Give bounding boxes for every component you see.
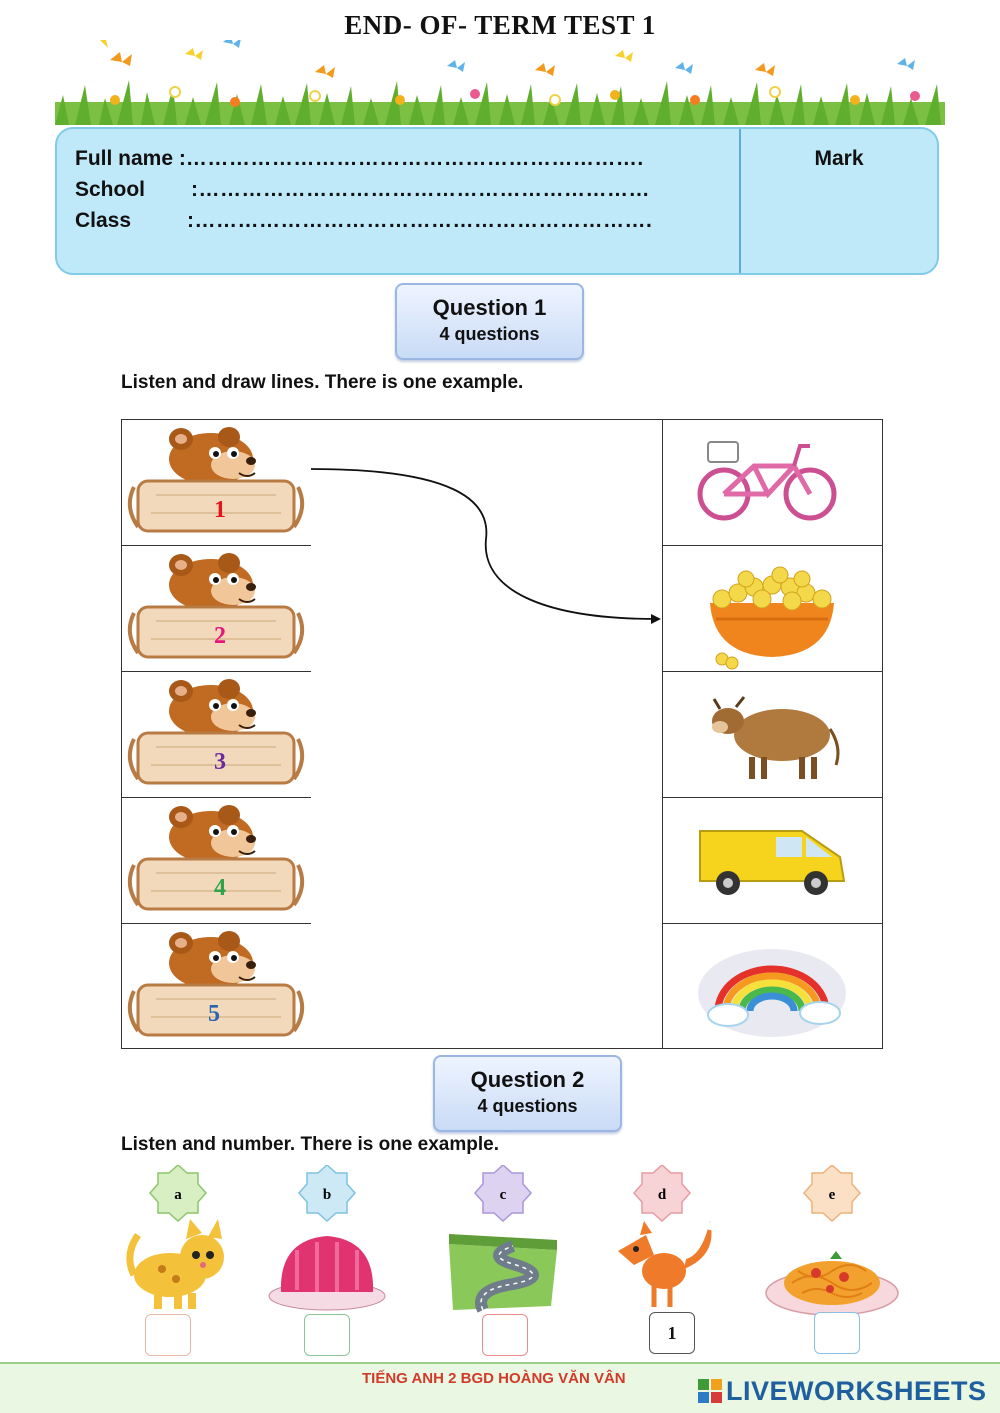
answer-box-e[interactable] bbox=[814, 1312, 860, 1354]
grass-banner bbox=[55, 40, 945, 125]
answer-box-c[interactable] bbox=[482, 1314, 528, 1356]
question2-badge bbox=[433, 1055, 622, 1132]
cat-icon bbox=[130, 1219, 224, 1309]
class-label: Class bbox=[75, 209, 132, 232]
footer-text: TIẾNG ANH 2 BGD HOÀNG VĂN VÂN bbox=[362, 1370, 626, 1387]
question1-title: Question 1 bbox=[432, 295, 547, 320]
example-line bbox=[311, 469, 657, 619]
item-letter-c: c bbox=[499, 1187, 507, 1203]
example-arrowhead bbox=[651, 614, 661, 624]
popcorn-icon bbox=[710, 567, 834, 669]
mark-label: Mark bbox=[814, 147, 864, 170]
answer-box-d[interactable]: 1 bbox=[649, 1312, 695, 1354]
answer-box-a[interactable] bbox=[145, 1314, 191, 1356]
cow-icon bbox=[712, 697, 838, 779]
student-info-box bbox=[55, 127, 939, 275]
bear-number-3: 3 bbox=[214, 749, 226, 775]
question1-badge bbox=[395, 283, 584, 360]
question2-instruction: Listen and number. There is one example. bbox=[121, 1134, 499, 1155]
bear-number-2: 2 bbox=[214, 623, 226, 649]
liveworksheets-logo-icon bbox=[698, 1379, 722, 1403]
bicycle-icon bbox=[700, 442, 834, 518]
bear-number-1: 1 bbox=[214, 497, 226, 523]
answer-box-b[interactable] bbox=[304, 1314, 350, 1356]
school-field[interactable]: :……………………………………………………… bbox=[191, 178, 650, 201]
page-title: END- OF- TERM TEST 1 bbox=[344, 10, 656, 40]
rainbow-icon bbox=[698, 949, 846, 1037]
brand-name[interactable]: LIVEWORKSHEETS bbox=[726, 1376, 987, 1406]
road-icon bbox=[449, 1234, 557, 1310]
school-row bbox=[75, 178, 650, 202]
question1-instruction: Listen and draw lines. There is one example. bbox=[121, 372, 524, 393]
full-name-row bbox=[75, 147, 644, 171]
bear-number-5: 5 bbox=[208, 1001, 220, 1027]
bear-number-4: 4 bbox=[214, 875, 226, 901]
class-row bbox=[75, 209, 652, 233]
class-field[interactable]: :………………………………………………………. bbox=[187, 209, 653, 232]
question2-subtitle: 4 questions bbox=[477, 1096, 578, 1116]
matching-overlay bbox=[121, 419, 883, 1049]
question2-title: Question 2 bbox=[470, 1067, 585, 1092]
jelly-icon bbox=[269, 1236, 385, 1310]
van-icon bbox=[700, 831, 844, 895]
item-letter-a: a bbox=[174, 1187, 182, 1203]
fox-icon bbox=[618, 1219, 714, 1307]
item-letter-e: e bbox=[828, 1187, 836, 1203]
school-label: School bbox=[75, 178, 146, 201]
full-name-field[interactable]: ………………………………………………………. bbox=[185, 147, 644, 170]
full-name-label: Full name : bbox=[75, 147, 186, 170]
question1-subtitle: 4 questions bbox=[439, 324, 540, 344]
item-letter-b: b bbox=[322, 1187, 332, 1203]
noodles-icon bbox=[766, 1251, 898, 1315]
item-letter-d: d bbox=[657, 1187, 667, 1203]
